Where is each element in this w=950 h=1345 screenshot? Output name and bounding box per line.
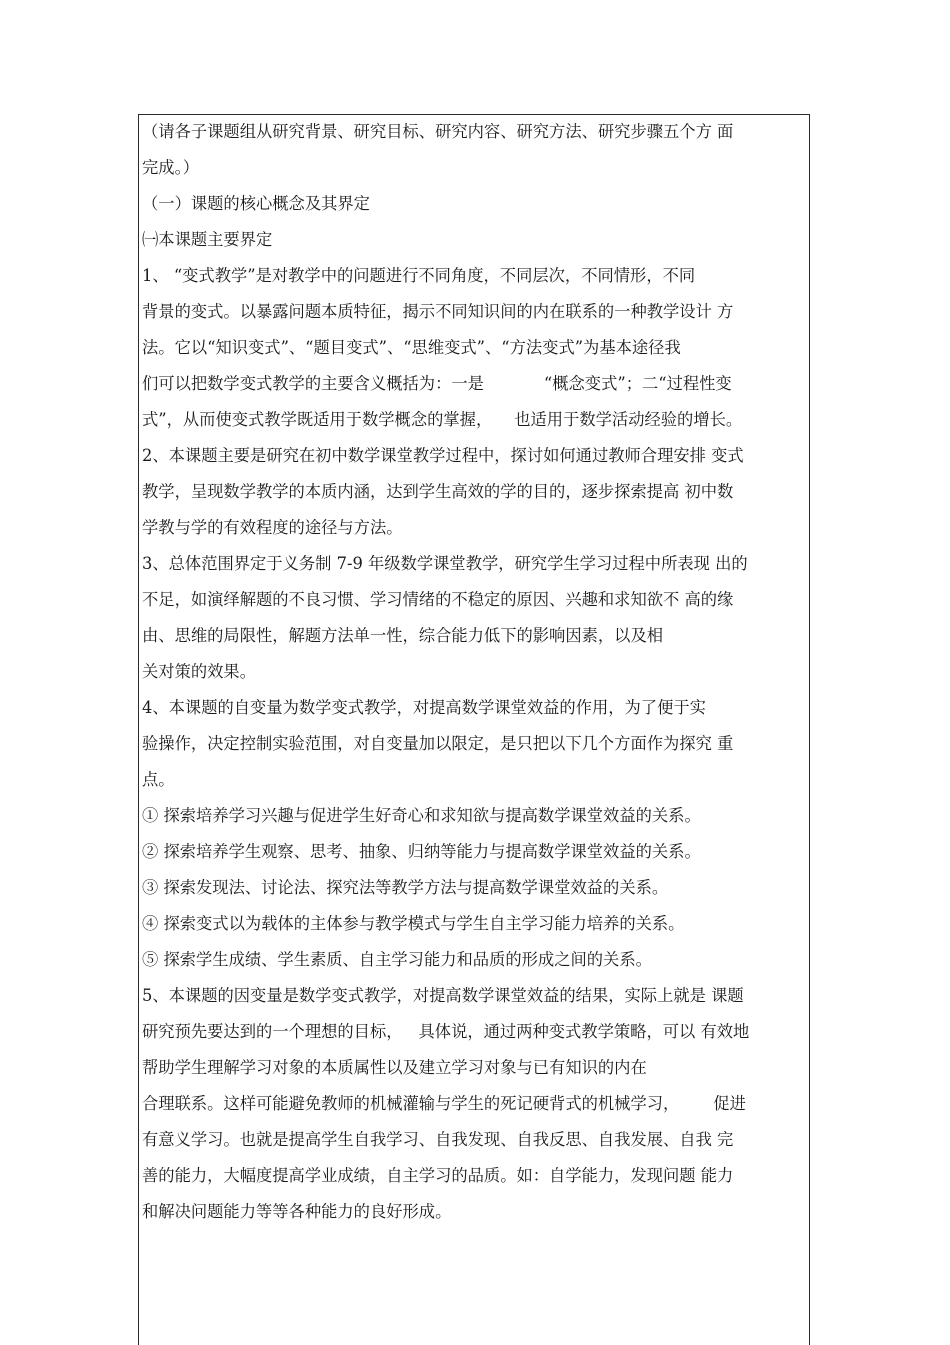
sub-item-3: ③ 探索发现法、讨论法、探究法等教学方法与提高数学课堂效益的关系。	[142, 878, 669, 897]
item2-line-3: 学教与学的有效程度的途径与方法。	[142, 518, 403, 537]
section-heading: （一）课题的核心概念及其界定	[142, 194, 370, 213]
sub-item-4: ④ 探索变式以为载体的主体参与教学模式与学生自主学习能力培养的关系。	[142, 914, 685, 933]
item5-line-2-part-b: 具体说，通过两种变式教学策略，可以 有效地	[418, 1022, 750, 1041]
item5-line-4	[142, 1094, 746, 1114]
item1-line-4-part-b: “概念变式”；二“过程性变	[543, 374, 732, 393]
item3-line-2: 不足，如演绎解题的不良习惯、学习情绪的不稳定的原因、兴趣和求知欲不 高的缘	[142, 590, 734, 609]
item5-line-2	[142, 1022, 749, 1042]
item5-line-7: 和解决问题能力等等各种能力的良好形成。	[142, 1202, 452, 1221]
item5-line-4-part-a: 合理联系。这样可能避免教师的机械灌输与学生的死记硬背式的机械学习，	[142, 1094, 680, 1113]
item3-line-1: 3、总体范围界定于义务制 7-9 年级数学课堂教学，研究学生学习过程中所表现 出的	[142, 554, 748, 573]
item1-line-1: 1、 “变式教学”是对教学中的问题进行不同角度，不同层次，不同情形，不同	[142, 266, 696, 285]
item5-line-2-part-a: 研究预先要达到的一个理想的目标，	[142, 1022, 403, 1041]
subsection-heading: ㈠本课题主要界定	[142, 230, 273, 249]
sub-item-5: ⑤ 探索学生成绩、学生素质、自主学习能力和品质的形成之间的关系。	[142, 950, 652, 969]
item1-line-5-part-a: 式”，从而使变式教学既适用于数学概念的掌握，	[142, 410, 493, 429]
item1-line-5	[142, 410, 742, 430]
item4-line-1: 4、本课题的自变量为数学变式教学，对提高数学课堂效益的作用，为了便于实	[142, 698, 706, 717]
item3-line-3: 由、思维的局限性，解题方法单一性，综合能力低下的影响因素，以及相	[142, 626, 664, 645]
item1-line-2: 背景的变式。以暴露问题本质特征，揭示不同知识间的内在联系的一种教学设计 方	[142, 302, 734, 321]
item1-line-5-part-b: 也适用于数学活动经验的增长。	[514, 410, 743, 429]
item4-line-2: 验操作，决定控制实验范围，对自变量加以限定，是只把以下几个方面作为探究 重	[142, 734, 734, 753]
item5-line-1: 5、本课题的因变量是数学变式教学，对提高数学课堂效益的结果，实际上就是 课题	[142, 986, 744, 1005]
instruction-line-1: （请各子课题组从研究背景、研究目标、研究内容、研究方法、研究步骤五个方 面	[142, 122, 734, 141]
item5-line-6: 善的能力，大幅度提高学业成绩，自主学习的品质。如：自学能力，发现问题 能力	[142, 1166, 734, 1185]
item1-line-4	[142, 374, 732, 394]
item5-line-4-part-b: 促进	[713, 1094, 746, 1113]
instruction-line-2: 完成。）	[142, 158, 199, 177]
item1-line-4-part-a: 们可以把数学变式教学的主要含义概括为：一是	[142, 374, 484, 393]
item1-line-3: 法。它以“知识变式”、“题目变式”、“思维变式”、“方法变式”为基本途径我	[142, 338, 681, 357]
item3-line-4: 关对策的效果。	[142, 662, 256, 681]
item2-line-1: 2、本课题主要是研究在初中数学课堂教学过程中，探讨如何通过教师合理安排 变式	[142, 446, 744, 465]
table-frame	[138, 114, 810, 1345]
item5-line-3: 帮助学生理解学习对象的本质属性以及建立学习对象与已有知识的内在	[142, 1058, 647, 1077]
item2-line-2: 教学，呈现数学教学的本质内涵，达到学生高效的学的目的，逐步探索提高 初中数	[142, 482, 734, 501]
sub-item-1: ① 探索培养学习兴趣与促进学生好奇心和求知欲与提高数学课堂效益的关系。	[142, 806, 701, 825]
item4-line-3: 点。	[142, 770, 175, 789]
sub-item-2: ② 探索培养学生观察、思考、抽象、归纳等能力与提高数学课堂效益的关系。	[142, 842, 701, 861]
item5-line-5: 有意义学习。也就是提高学生自我学习、自我发现、自我反思、自我发展、自我 完	[142, 1130, 734, 1149]
